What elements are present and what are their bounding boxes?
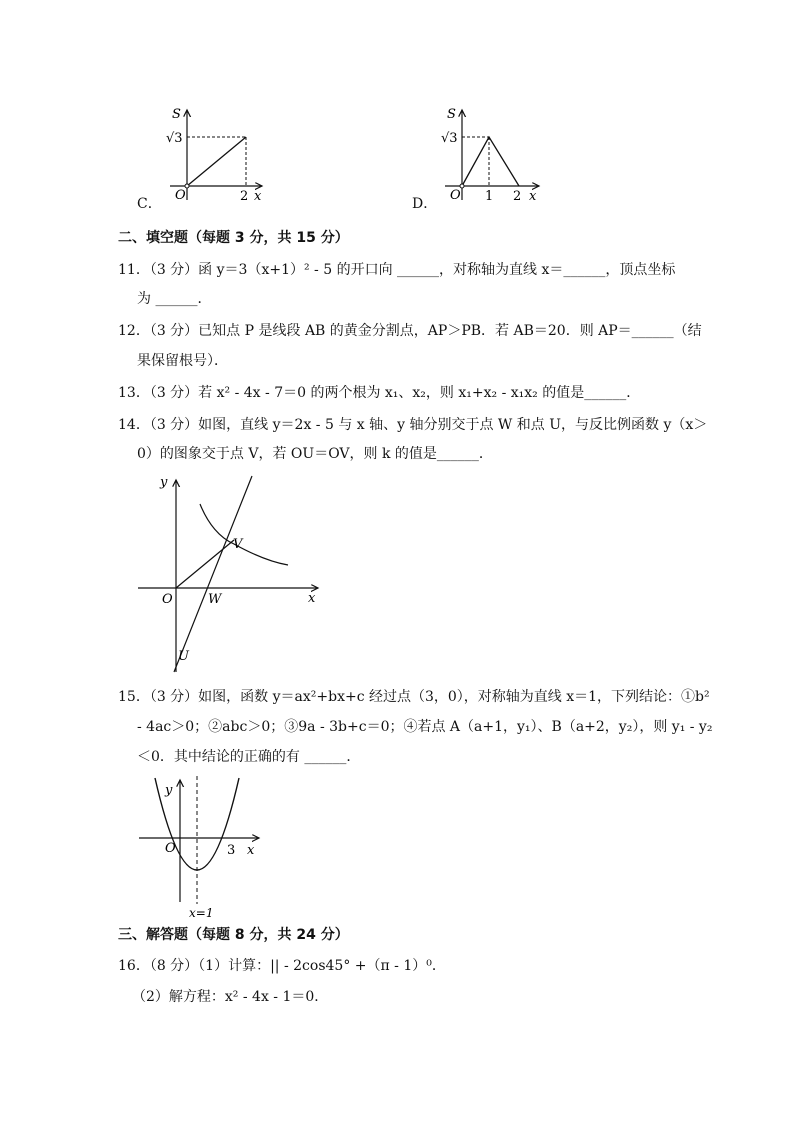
- q14-segment-ov: [176, 540, 234, 588]
- section-3-title: 三、解答题（每题 8 分，共 24 分）: [118, 927, 349, 943]
- q14-w-label: W: [208, 592, 222, 607]
- graph-option-c: [150, 100, 270, 205]
- d-x-tick-2: 2: [513, 189, 522, 204]
- c-origin-label: O: [175, 188, 186, 203]
- c-x-label: x: [254, 189, 262, 204]
- d-x-tick-1: 1: [485, 189, 494, 204]
- q12-line-1: 12．（3 分）已知点 P 是线段 AB 的黄金分割点，AP＞PB．若 AB＝20．则 AP＝______（结: [118, 323, 702, 339]
- q14-x-label: x: [308, 591, 316, 606]
- d-graph-line: [462, 137, 519, 186]
- q15-y-label: y: [165, 783, 173, 798]
- c-y-label: S: [172, 107, 181, 122]
- q14-line-2: 0）的图象交于点 V，若 OU＝OV，则 k 的值是______．: [137, 446, 493, 462]
- option-c-label: C．: [137, 196, 162, 212]
- q12-line-2: 果保留根号）．: [137, 353, 228, 369]
- q11-line-2: 为 ______．: [137, 291, 212, 307]
- q15-origin-label: O: [165, 841, 176, 856]
- option-d-label: D．: [412, 196, 438, 212]
- q13-line-1: 13．（3 分）若 x² - 4x - 7＝0 的两个根为 x₁、x₂，则 x₁+x₂ - x₁x₂ 的值是______．: [118, 385, 641, 401]
- section-2-title: 二、填空题（每题 3 分，共 15 分）: [118, 230, 349, 246]
- q14-v-label: V: [233, 537, 243, 552]
- q14-line-y-2x-5: [174, 476, 252, 672]
- c-y-tick: √3: [166, 131, 183, 146]
- q15-axis-label: x=1: [189, 906, 214, 920]
- d-y-label: S: [447, 107, 456, 122]
- q15-line-1: 15．（3 分）如图，函数 y＝ax²+bx+c 经过点（3，0），对称轴为直线 x＝1，下列结论：①b²: [118, 689, 710, 705]
- graph-option-d: [425, 100, 550, 205]
- q15-figure: [135, 772, 265, 920]
- c-x-tick: 2: [240, 189, 249, 204]
- q14-origin-label: O: [162, 592, 173, 607]
- d-y-tick: √3: [441, 131, 458, 146]
- q15-line-3: ＜0．其中结论的正确的有 ______．: [137, 749, 361, 765]
- q16-line-1: 16．（8 分）（1）计算：|| - 2cos45° +（π - 1）⁰．: [118, 958, 446, 974]
- c-graph-line: [187, 137, 246, 186]
- q15-line-2: - 4ac＞0；②abc＞0；③9a - 3b+c＝0；④若点 A（a+1，y₁）、B（a+2，y₂），则 y₁ - y₂: [137, 719, 713, 735]
- d-origin-label: O: [450, 188, 461, 203]
- q14-figure: [130, 472, 330, 677]
- q16-line-2: （2）解方程：x² - 4x - 1＝0．: [132, 989, 329, 1005]
- q14-y-label: y: [160, 475, 168, 490]
- q11-line-1: 11．（3 分）函 y＝3（x+1）² - 5 的开口向 ______，对称轴为直线 x＝______，顶点坐标: [118, 262, 676, 278]
- q14-u-label: U: [178, 649, 189, 664]
- d-x-label: x: [529, 189, 537, 204]
- q15-three-label: 3: [227, 843, 236, 858]
- q14-hyperbola: [200, 504, 288, 565]
- q15-x-label: x: [247, 843, 255, 858]
- q14-line-1: 14．（3 分）如图，直线 y＝2x - 5 与 x 轴、y 轴分别交于点 W 和点 U，与反比例函数 y（x＞: [118, 417, 708, 433]
